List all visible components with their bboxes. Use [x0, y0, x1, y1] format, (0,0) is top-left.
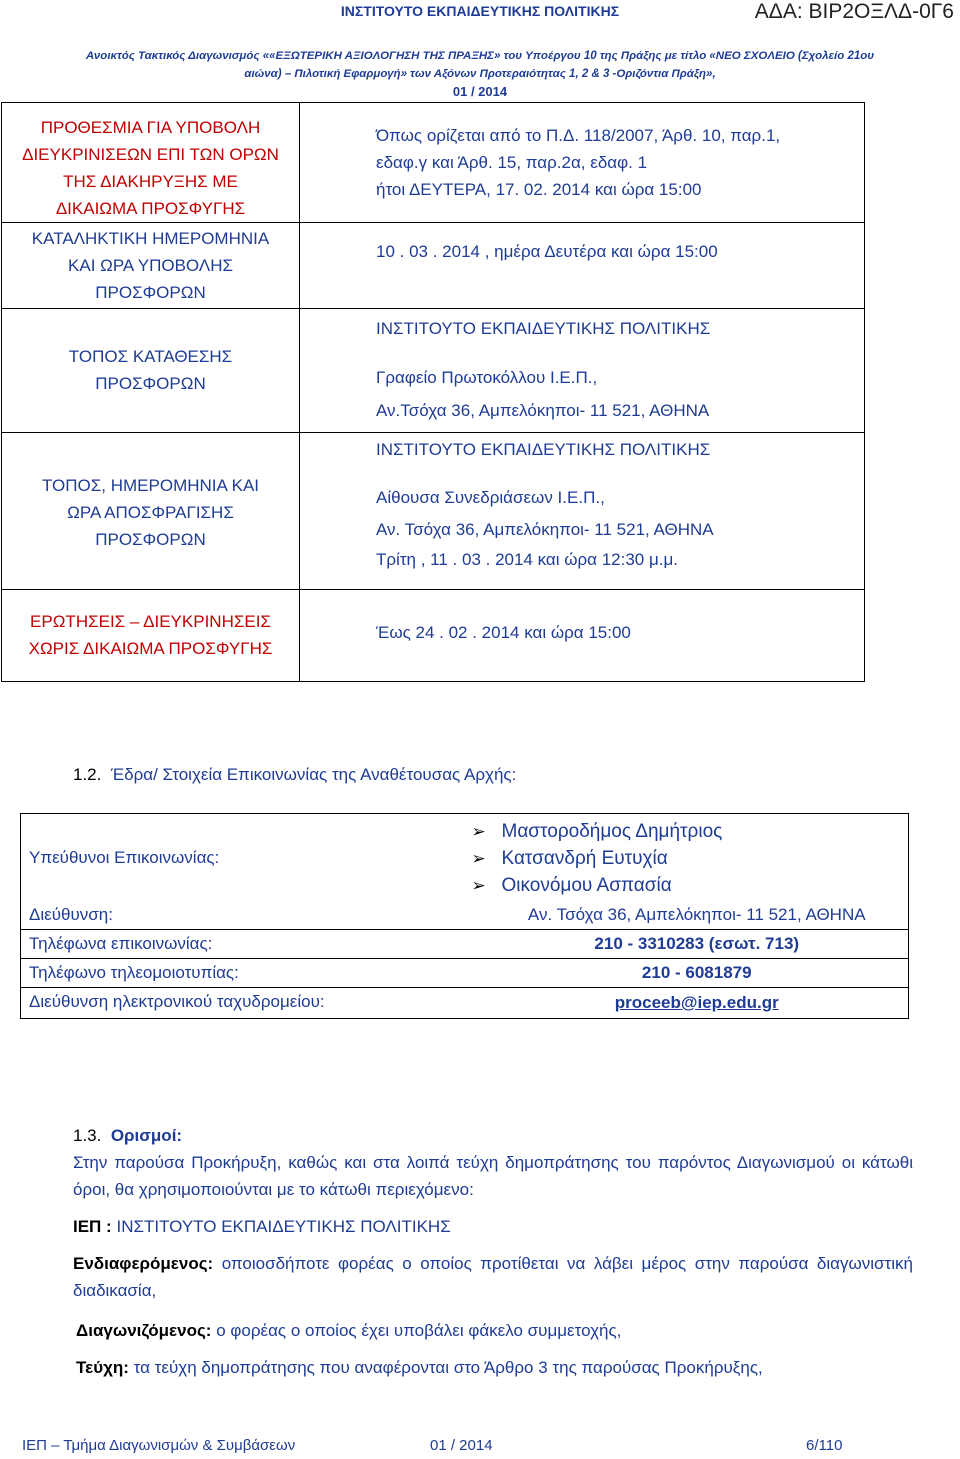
footer-page-number: 6/110	[806, 1437, 843, 1454]
section-number: 1.3.	[73, 1126, 102, 1145]
definition-term: Τεύχη:	[76, 1358, 129, 1377]
arrow-bullet-icon: ➢	[471, 876, 486, 895]
arrow-bullet-icon: ➢	[471, 849, 486, 868]
deadline-label: ΚΑΙ ΩΡΑ ΥΠΟΒΟΛΗΣ	[68, 256, 233, 275]
deadline-label: ΔΙΚΑΙΩΜΑ ΠΡΟΣΦΥΓΗΣ	[55, 199, 246, 218]
list-item: ➢ Κατσανδρή Ευτυχία	[472, 845, 909, 872]
deadlines-table	[1, 102, 865, 682]
contact-row-phone	[21, 930, 909, 959]
deadline-value: Γραφείο Πρωτοκόλλου Ι.Ε.Π.,	[376, 368, 598, 387]
header-date: 01 / 2014	[452, 84, 508, 99]
definition-interested	[73, 1250, 913, 1304]
footer-date: 01 / 2014	[430, 1437, 493, 1454]
definition-term: Ενδιαφερόμενος:	[73, 1254, 214, 1273]
contact-row-address	[21, 901, 909, 930]
arrow-bullet-icon: ➢	[471, 822, 486, 841]
deadline-value: εδαφ.γ και Άρθ. 15, παρ.2α, εδαφ. 1	[376, 153, 648, 172]
definition-bidder	[76, 1317, 916, 1344]
contact-label: Διεύθυνση ηλεκτρονικού ταχυδρομείου:	[21, 988, 446, 1019]
contact-value: Αν. Τσόχα 36, Αμπελόκηποι- 11 521, ΑΘΗΝΑ	[527, 905, 866, 924]
deadline-row-clarifications	[2, 103, 865, 223]
section-1-3-heading	[73, 1123, 182, 1149]
deadline-label: ΤΟΠΟΣ, ΗΜΕΡΟΜΗΝΙΑ ΚΑΙ	[41, 476, 260, 495]
deadline-value: Τρίτη , 11 . 03 . 2014 και ώρα 12:30 μ.μ.	[376, 550, 679, 569]
contact-label: Τηλέφωνα επικοινωνίας:	[21, 930, 446, 959]
deadline-label: ΤΗΣ ΔΙΑΚΗΡΥΞΗΣ ΜΕ	[63, 172, 238, 191]
header-tender-line1: Ανοικτός Τακτικός Διαγωνισμός ««ΕΞΩΤΕΡΙΚΗ ΑΞΙΟΛΟΓΗΣΗ ΤΗΣ ΠΡΑΞΗΣ» του Υποέργου 10 της Πράξης με τίτλο «ΝΕΟ ΣΧΟΛΕΙΟ (Σχολείο 21ου	[85, 50, 875, 62]
contact-table	[20, 813, 909, 1019]
deadline-value: ΙΝΣΤΙΤΟΥΤΟ ΕΚΠΑΙΔΕΥΤΙΚΗΣ ΠΟΛΙΤΙΚΗΣ	[376, 319, 711, 338]
deadline-label: ΩΡΑ ΑΠΟΣΦΡΑΓΙΣΗΣ	[67, 503, 234, 522]
list-item: ➢ Οικονόμου Ασπασία	[472, 872, 909, 899]
deadline-value: Έως 24 . 02 . 2014 και ώρα 15:00	[376, 623, 631, 642]
contact-row-fax	[21, 959, 909, 988]
definition-iep	[73, 1213, 913, 1240]
deadline-row-opening	[2, 433, 865, 590]
contact-label: Τηλέφωνο τηλεομοιοτυπίας:	[21, 959, 446, 988]
deadline-label: ΠΡΟΘΕΣΜΙΑ ΓΙΑ ΥΠΟΒΟΛΗ	[40, 118, 261, 137]
deadline-row-deposit-place	[2, 309, 865, 433]
deadline-value: Αίθουσα Συνεδριάσεων Ι.Ε.Π.,	[376, 488, 605, 507]
deadline-value: Όπως ορίζεται από το Π.Δ. 118/2007, Άρθ. 10, παρ.1,	[376, 126, 781, 145]
definition-text: τα τεύχη δημοπράτησης που αναφέρονται στο Άρθρο 3 της παρούσας Προκήρυξης,	[133, 1358, 763, 1377]
header-tender-line2: αιώνα) – Πιλοτική Εφαρμογή» των Αξόνων Προτεραιότητας 1, 2 & 3 -Οριζόντια Πράξη»,	[244, 68, 716, 80]
deadline-label: ΠΡΟΣΦΟΡΩΝ	[95, 374, 206, 393]
email-link[interactable]: proceeb@iep.edu.gr	[446, 988, 909, 1019]
deadline-value: Αν. Τσόχα 36, Αμπελόκηποι- 11 521, ΑΘΗΝΑ	[376, 520, 714, 539]
deadline-value: ΙΝΣΤΙΤΟΥΤΟ ΕΚΠΑΙΔΕΥΤΙΚΗΣ ΠΟΛΙΤΙΚΗΣ	[376, 440, 711, 459]
deadline-row-questions	[2, 590, 865, 682]
deadline-label: ΧΩΡΙΣ ΔΙΚΑΙΩΜΑ ΠΡΟΣΦΥΓΗΣ	[28, 639, 273, 658]
definition-text: ο φορέας ο οποίος έχει υποβάλει φάκελο συμμετοχής,	[216, 1321, 622, 1340]
deadline-label: ΚΑΤΑΛΗΚΤΙΚΗ ΗΜΕΡΟΜΗΝΙΑ	[31, 229, 270, 248]
deadline-label: ΔΙΕΥΚΡΙΝΙΣΕΩΝ ΕΠΙ ΤΩΝ ΟΡΩΝ	[22, 145, 279, 164]
deadline-value: Αν.Τσόχα 36, Αμπελόκηποι- 11 521, ΑΘΗΝΑ	[376, 401, 710, 420]
deadline-label: ΕΡΩΤΗΣΕΙΣ – ΔΙΕΥΚΡΙΝΗΣΕΙΣ	[30, 612, 271, 631]
section-title: Ορισμοί:	[110, 1126, 183, 1145]
definition-term: Διαγωνιζόμενος:	[76, 1321, 212, 1340]
header-institute: ΙΝΣΤΙΤΟΥΤΟ ΕΚΠΑΙΔΕΥΤΙΚΗΣ ΠΟΛΙΤΙΚΗΣ	[340, 3, 620, 19]
contact-row-responsible	[21, 814, 909, 902]
contact-label: Υπεύθυνοι Επικοινωνίας:	[29, 847, 220, 867]
deadline-label: ΤΟΠΟΣ ΚΑΤΑΘΕΣΗΣ	[68, 347, 233, 366]
footer-department: ΙΕΠ – Τμήμα Διαγωνισμών & Συμβάσεων	[22, 1437, 296, 1454]
section-title: Έδρα/ Στοιχεία Επικοινωνίας της Αναθέτουσας Αρχής:	[110, 765, 517, 784]
definition-term: ΙΕΠ :	[73, 1217, 112, 1236]
deadline-label: ΠΡΟΣΦΟΡΩΝ	[95, 283, 206, 302]
definition-documents	[76, 1354, 916, 1381]
definition-text: οποιοσδήποτε φορέας ο οποίος προτίθεται να λάβει μέρος στην παρούσα διαγωνιστική διαδικασία,	[73, 1254, 913, 1300]
contact-value: 210 - 3310283 (εσωτ. 713)	[446, 930, 909, 959]
responsible-list	[446, 814, 909, 901]
contact-row-email	[21, 988, 909, 1019]
definitions-intro: Στην παρούσα Προκήρυξη, καθώς και στα λοιπά τεύχη δημοπράτησης του παρόντος Διαγωνισμού οι κάτωθι όροι, θα χρησιμοποιούνται με το κάτωθι περιεχόμενο:	[73, 1153, 913, 1199]
list-item: ➢ Μαστοροδήμος Δημήτριος	[472, 818, 909, 845]
ada-code: ΑΔΑ: ΒΙΡ2ΟΞΛΔ-0Γ6	[754, 0, 954, 23]
deadline-row-submission	[2, 223, 865, 309]
deadline-value: 10 . 03 . 2014 , ημέρα Δευτέρα και ώρα 15:00	[376, 242, 718, 261]
section-number: 1.2.	[73, 765, 102, 784]
contact-label: Διεύθυνση:	[29, 905, 113, 924]
section-1-2-heading	[73, 763, 516, 787]
deadline-label: ΠΡΟΣΦΟΡΩΝ	[95, 530, 206, 549]
contact-value: 210 - 6081879	[446, 959, 909, 988]
deadline-value: ήτοι ΔΕΥΤΕΡΑ, 17. 02. 2014 και ώρα 15:00	[376, 180, 702, 199]
definition-text: ΙΝΣΤΙΤΟΥΤΟ ΕΚΠΑΙΔΕΥΤΙΚΗΣ ΠΟΛΙΤΙΚΗΣ	[116, 1217, 451, 1236]
